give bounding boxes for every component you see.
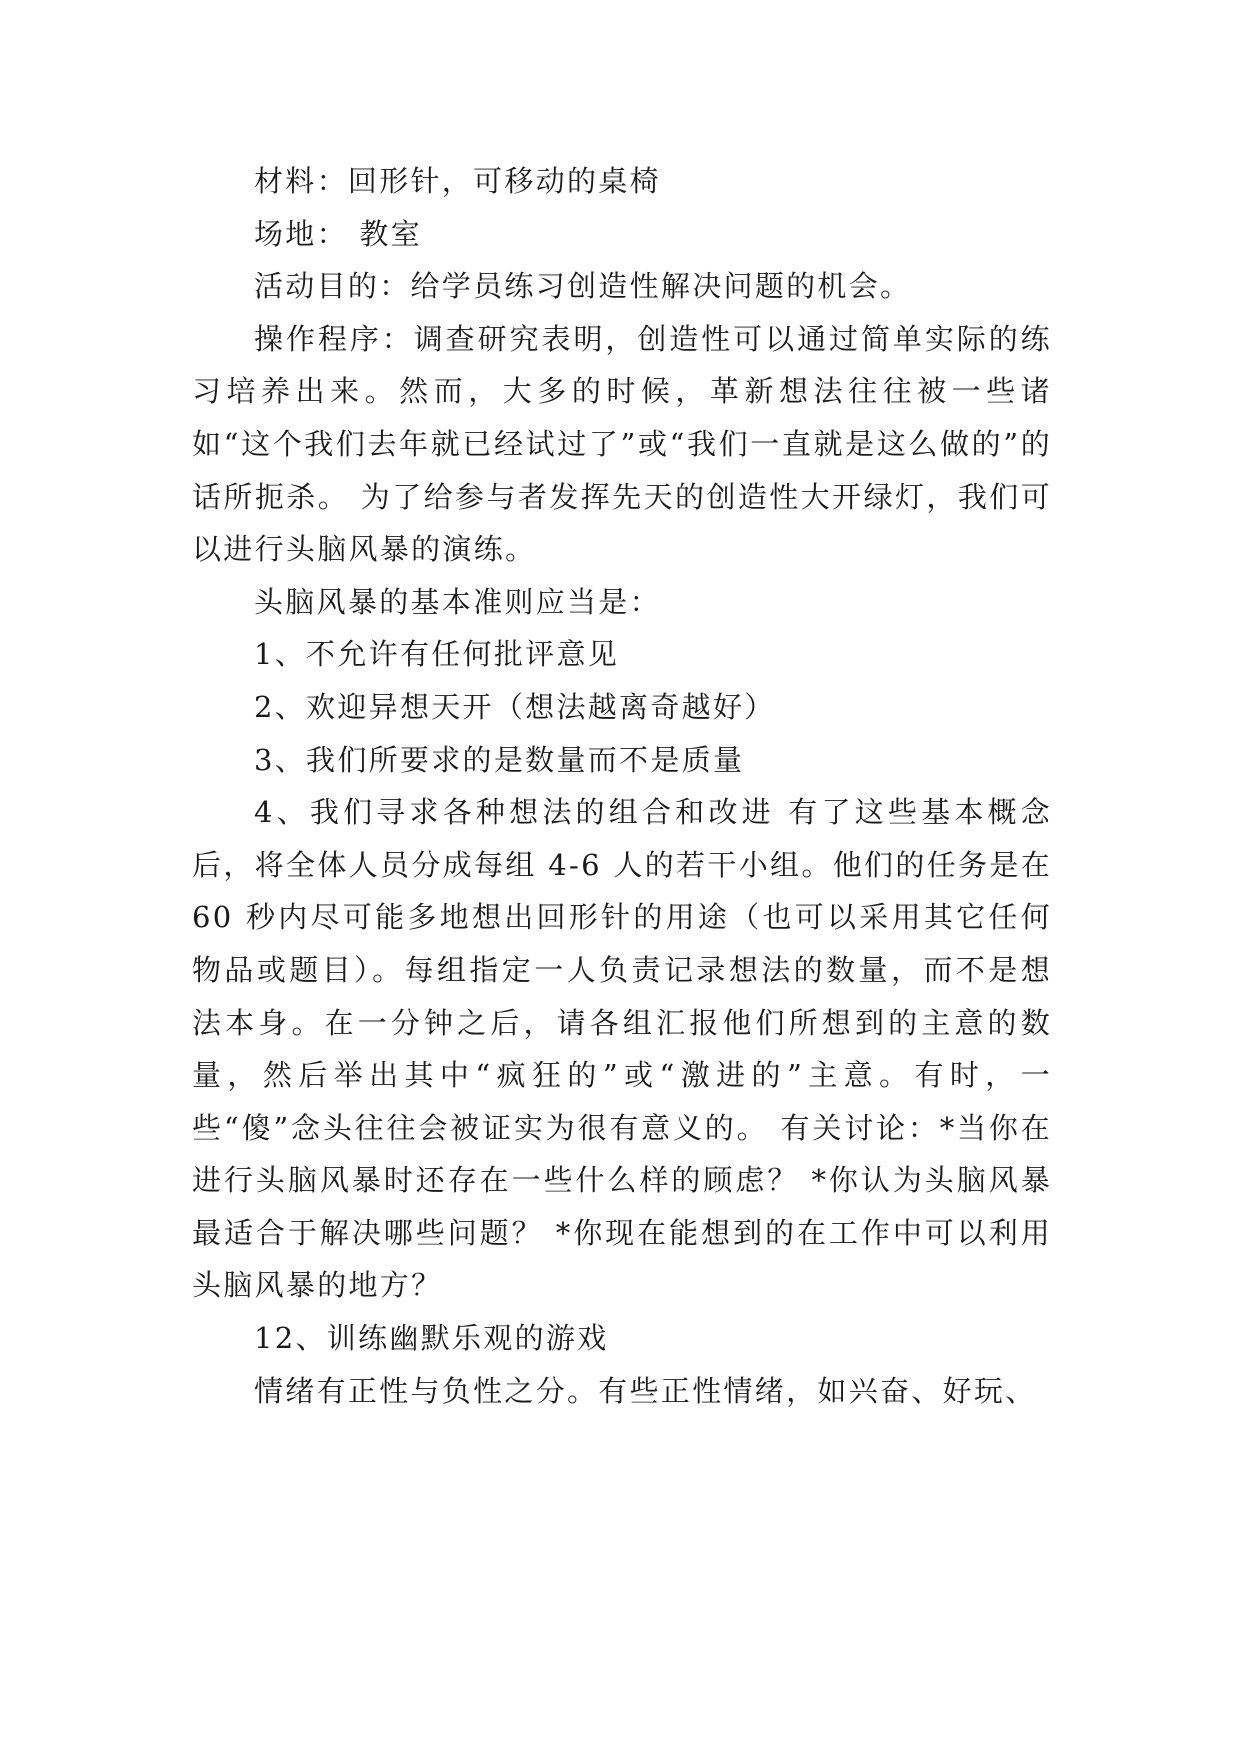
activity-goal-line: 活动目的：给学员练习创造性解决问题的机会。	[254, 269, 912, 304]
rule-item-4-paragraph: 4、我们寻求各种想法的组合和改进 有了这些基本概念后，将全体人员分成每组 4-6 人的若干小组。他们的任务是在 60 秒内尽可能多地想出回形针的用途（也可以采用其它任何物品或题目）。每组指定一人负责记录想法的数量，而不是想法本身。在一分钟之后，请各组汇报他们所想到的主意的数量，然后举出其中“疯狂的”或“激进的”主意。有时，一些“傻”念头往往会被证实为很有意义的。 有关讨论：*当你在进行头脑风暴时还存在一些什么样的顾虑？ *你认为头脑风暴最适合于解决哪些问题？ *你现在能想到的在工作中可以利用头脑风暴的地方？	[192, 795, 1052, 1303]
materials-line: 材料：回形针，可移动的桌椅	[254, 164, 661, 198]
document-page	[192, 155, 1052, 1417]
venue-line: 场地： 教室	[254, 216, 423, 251]
rule-item-3: 3、我们所要求的是数量而不是质量	[254, 742, 745, 777]
procedure-paragraph: 操作程序：调查研究表明，创造性可以通过简单实际的练习培养出来。然而，大多的时候，革新想法往往被一些诸如“这个我们去年就已经试过了”或“我们一直就是这么做的”的话所扼杀。 为了给参与者发挥先天的创造性大开绿灯，我们可以进行头脑风暴的演练。	[192, 321, 1052, 567]
brainstorm-rules-heading: 头脑风暴的基本准则应当是：	[254, 584, 661, 619]
rule-item-1: 1、不允许有任何批评意见	[254, 637, 620, 672]
section-heading-12: 12、训练幽默乐观的游戏	[254, 1321, 609, 1356]
rule-item-2: 2、欢迎异想天开（想法越离奇越好）	[254, 689, 776, 724]
emotion-paragraph: 情绪有正性与负性之分。有些正性情绪，如兴奋、好玩、	[254, 1373, 1037, 1408]
